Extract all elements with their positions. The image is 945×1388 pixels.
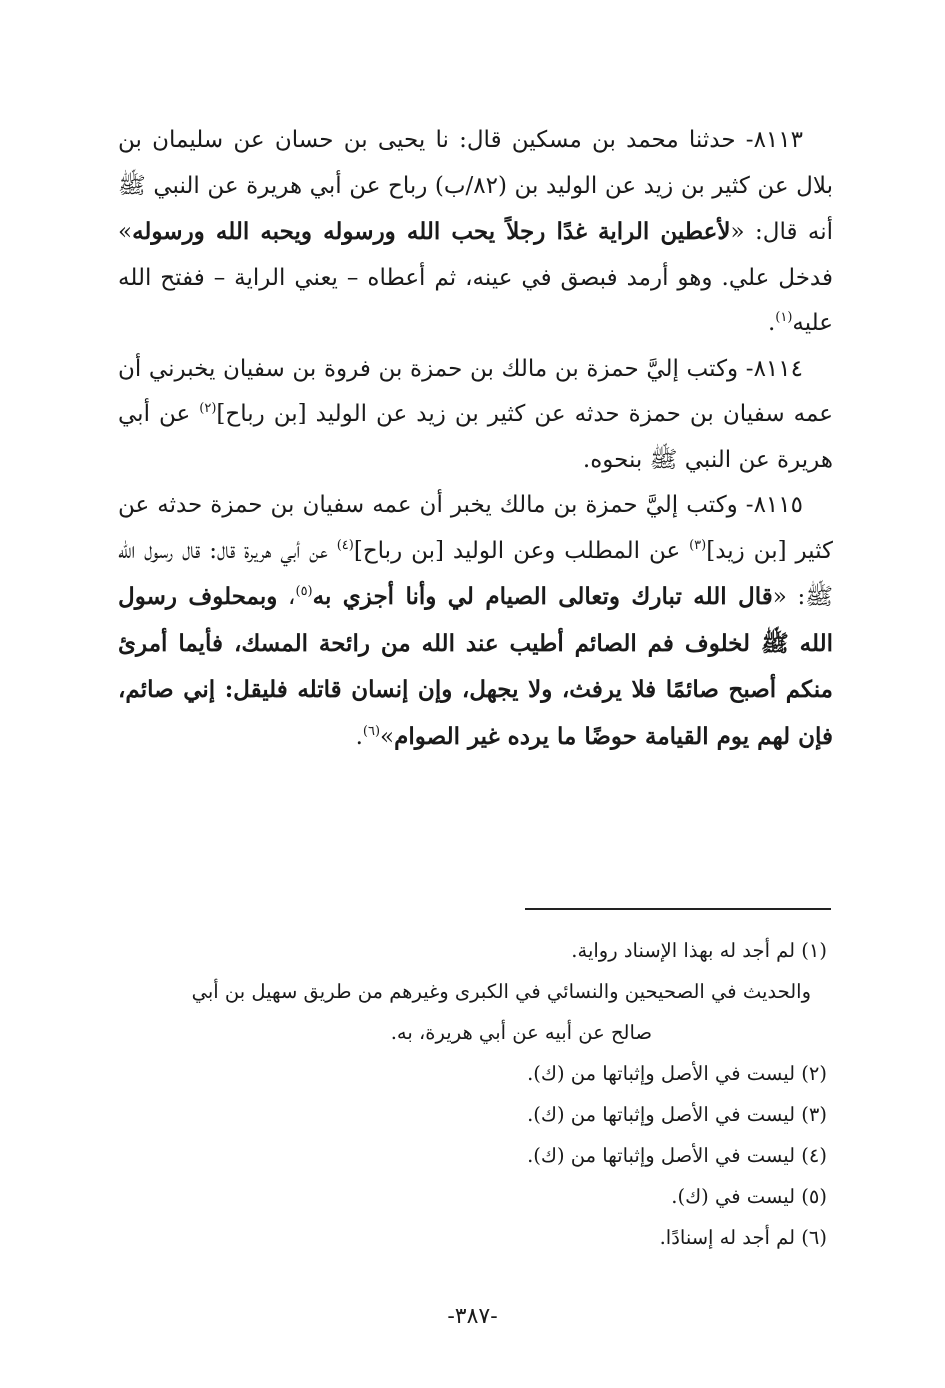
footnote-line: صالح عن أبيه عن أبي هريرة، به. <box>390 1021 652 1044</box>
footnote-line: (٤) ليست في الأصل وإثباتها من (ك). <box>527 1144 827 1167</box>
text-segment: عن أبي هريرة قال: قال رسول الله ﷺ: « <box>118 537 834 610</box>
footnote-line: (٣) ليست في الأصل وإثباتها من (ك). <box>527 1103 827 1126</box>
footnotes <box>122 930 827 1258</box>
text-segment: . <box>355 723 363 750</box>
footnote-separator <box>525 908 831 910</box>
footnote-ref: (٢) <box>199 401 217 416</box>
text-segment: وكتب إليَّ حمزة بن مالك بن حمزة بن فروة بن سفيان يخبرني أن عمه سفيان بن حمزة حدثه عن كثير بن زيد عن الوليد [بن رباح] <box>118 355 833 427</box>
hadith-paragraph <box>118 347 833 484</box>
hadith-number: ٨١١٣- <box>745 127 803 153</box>
text-segment: . <box>767 310 776 336</box>
footnote-ref: (٤) <box>336 537 354 553</box>
footnote-line: (٦) لم أجد له إسنادًا. <box>659 1226 827 1249</box>
main-text <box>118 118 833 760</box>
text-segment: عن المطلب وعن الوليد [بن رباح] <box>353 537 690 564</box>
footnote-line: (٢) ليست في الأصل وإثباتها من (ك). <box>527 1062 827 1085</box>
footnote-ref: (٦) <box>362 723 381 739</box>
hadith-text-bold: لأعطين الراية غدًا رجلاً يحب الله ورسوله ويحبه الله ورسوله <box>132 218 731 245</box>
footnote-line: (١) لم أجد له بهذا الإسناد رواية. <box>571 939 827 962</box>
hadith-number: ٨١١٥- <box>745 492 803 518</box>
text-segment: » فدخل علي. وهو أرمد فبصق في عينه، ثم أعطاه – يعني الراية – ففتح الله عليه <box>118 219 833 336</box>
footnote-line: (٥) ليست في (ك). <box>671 1185 827 1208</box>
hadith-text-bold: قال الله تبارك وتعالى الصيام لي وأنا أجزي به <box>312 583 773 610</box>
hadith-paragraph <box>118 483 833 760</box>
footnote-ref: (٥) <box>295 584 313 599</box>
text-segment: » <box>380 723 395 750</box>
text-segment: ، <box>277 584 296 610</box>
text-segment: حدثنا محمد بن مسكين قال: نا يحيى بن حسان عن سليمان بن بلال عن كثير بن زيد عن الوليد بن (٨٢/ب) رباح عن أبي هريرة عن النبي ﷺ أنه قال: « <box>118 127 834 245</box>
hadith-paragraph <box>118 118 833 347</box>
text-segment: وكتب إليَّ حمزة بن مالك يخبر أن عمه سفيان بن حمزة حدثه عن كثير [بن زيد] <box>118 492 833 564</box>
page-number: -٣٨٧- <box>447 1304 498 1329</box>
footnote-line: والحديث في الصحيحين والنسائي في الكبرى وغيرهم من طريق سهيل بن أبي <box>191 980 811 1003</box>
hadith-text-bold: وبمحلوف رسول الله ﷺ لخلوف فم الصائم أطيب عند الله من رائحة المسك، فأيما أمرئ منكم أصبح صائمًا فلا يرفث، ولا يجهل، وإن إنسان قاتله فليقل: إني صائم، فإن لهم يوم القيامة حوضًا ما يرده غير الصوام <box>118 583 833 750</box>
text-segment: عن أبي هريرة عن النبي ﷺ بنحوه. <box>118 401 833 473</box>
footnote-ref: (٣) <box>689 537 707 553</box>
hadith-number: ٨١١٤- <box>745 355 803 382</box>
footnote-ref: (١) <box>775 310 793 325</box>
